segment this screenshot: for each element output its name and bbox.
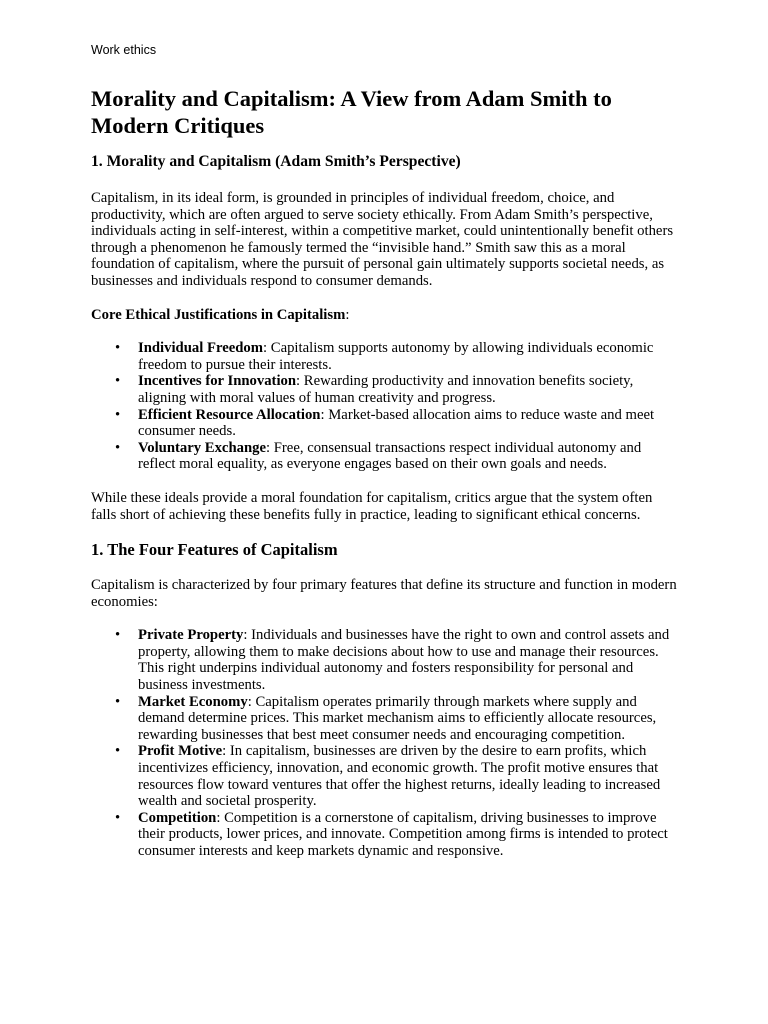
document-title: Morality and Capitalism: A View from Adam Smith to Modern Critiques: [91, 86, 612, 138]
list-item-text: : Rewarding productivity and innovation benefits society, aligning with moral values of human creativity and progress.: [138, 373, 634, 406]
list-item-term: Competition: [138, 809, 217, 826]
bullet-icon: •: [115, 439, 121, 456]
list-item-term: Private Property: [138, 627, 244, 644]
list-item: [115, 693, 681, 744]
list-item: [115, 439, 681, 473]
list-item-term: Efficient Resource Allocation: [138, 406, 321, 423]
list-item-term: Individual Freedom: [138, 340, 264, 357]
list-item-term: Voluntary Exchange: [138, 439, 266, 456]
capitalism-features-list: [91, 627, 681, 859]
list-item: [115, 743, 681, 810]
list-item-text: : Free, consensual transactions respect individual autonomy and reflect moral equality, as everyone engages based on their own goals and needs.: [138, 439, 642, 473]
bullet-icon: •: [115, 373, 121, 390]
page-header: Work ethics: [91, 43, 157, 57]
list-item-term: Profit Motive: [138, 743, 223, 760]
list-item-text: : Individuals and businesses have the right to own and control assets and property, allowing them to make decisions about how to use and manage their resources. This right underpins individual autonomy and fosters responsibility for personal and business investments.: [138, 627, 670, 694]
core-justifications-list: [91, 340, 681, 473]
core-justifications-colon: :: [345, 306, 350, 323]
list-item: [115, 406, 681, 440]
bullet-icon: •: [115, 340, 121, 357]
bullet-icon: •: [115, 693, 121, 710]
list-item-text: : Competition is a cornerstone of capitalism, driving businesses to improve their products, lower prices, and innovate. Competition among firms is intended to protect consumer interests and keep markets dynamic and responsive.: [138, 809, 668, 859]
list-item: [115, 809, 681, 860]
bullet-icon: •: [115, 743, 121, 760]
section-1-intro: Capitalism, in its ideal form, is grounded in principles of individual freedom, choice, and productivity, which are often argued to serve society ethically. From Adam Smith’s perspective, individuals acting in self-interest, within a competitive market, could unintentionally benefit others through a phenomenon he famously termed the “invisible hand.” Smith saw this as a moral foundation of capitalism, where the pursuit of personal gain ultimately supports societal needs, as businesses and individuals respond to consumer demands.: [91, 190, 674, 289]
core-justifications-title: Core Ethical Justifications in Capitalism: [91, 306, 346, 323]
list-item-term: Market Economy: [138, 693, 248, 710]
core-justifications-heading: [91, 307, 681, 324]
list-item-text: : In capitalism, businesses are driven by the desire to earn profits, which incentivizes efficiency, innovation, and economic growth. The profit motive ensures that resources flow toward ventures that offer the highest returns, ideally leading to increased wealth and societal prosperity.: [138, 743, 661, 810]
list-item-text: : Capitalism supports autonomy by allowing individuals economic freedom to pursue their interests.: [138, 340, 654, 373]
list-item-text: : Market-based allocation aims to reduce waste and meet consumer needs.: [138, 406, 655, 440]
section-2-intro: Capitalism is characterized by four primary features that define its structure and function in modern economies:: [91, 577, 677, 610]
bullet-icon: •: [115, 406, 121, 423]
list-item-term: Incentives for Innovation: [138, 373, 297, 390]
document-body: [91, 152, 681, 877]
list-item: [115, 340, 681, 373]
bullet-icon: •: [115, 809, 121, 826]
section-1-heading: 1. Morality and Capitalism (Adam Smith’s Perspective): [91, 153, 461, 170]
list-item-text: : Capitalism operates primarily through markets where supply and demand determine prices. This market mechanism aims to efficiently allocate resources, rewarding businesses that best meet consumer needs and encouraging competition.: [138, 693, 657, 743]
bullet-icon: •: [115, 627, 121, 644]
section-2-heading: 1. The Four Features of Capitalism: [91, 540, 338, 560]
list-item: [115, 627, 681, 694]
section-1-closing: While these ideals provide a moral foundation for capitalism, critics argue that the system often falls short of achieving these benefits fully in practice, leading to significant ethical concerns.: [91, 489, 653, 523]
list-item: [115, 373, 681, 406]
